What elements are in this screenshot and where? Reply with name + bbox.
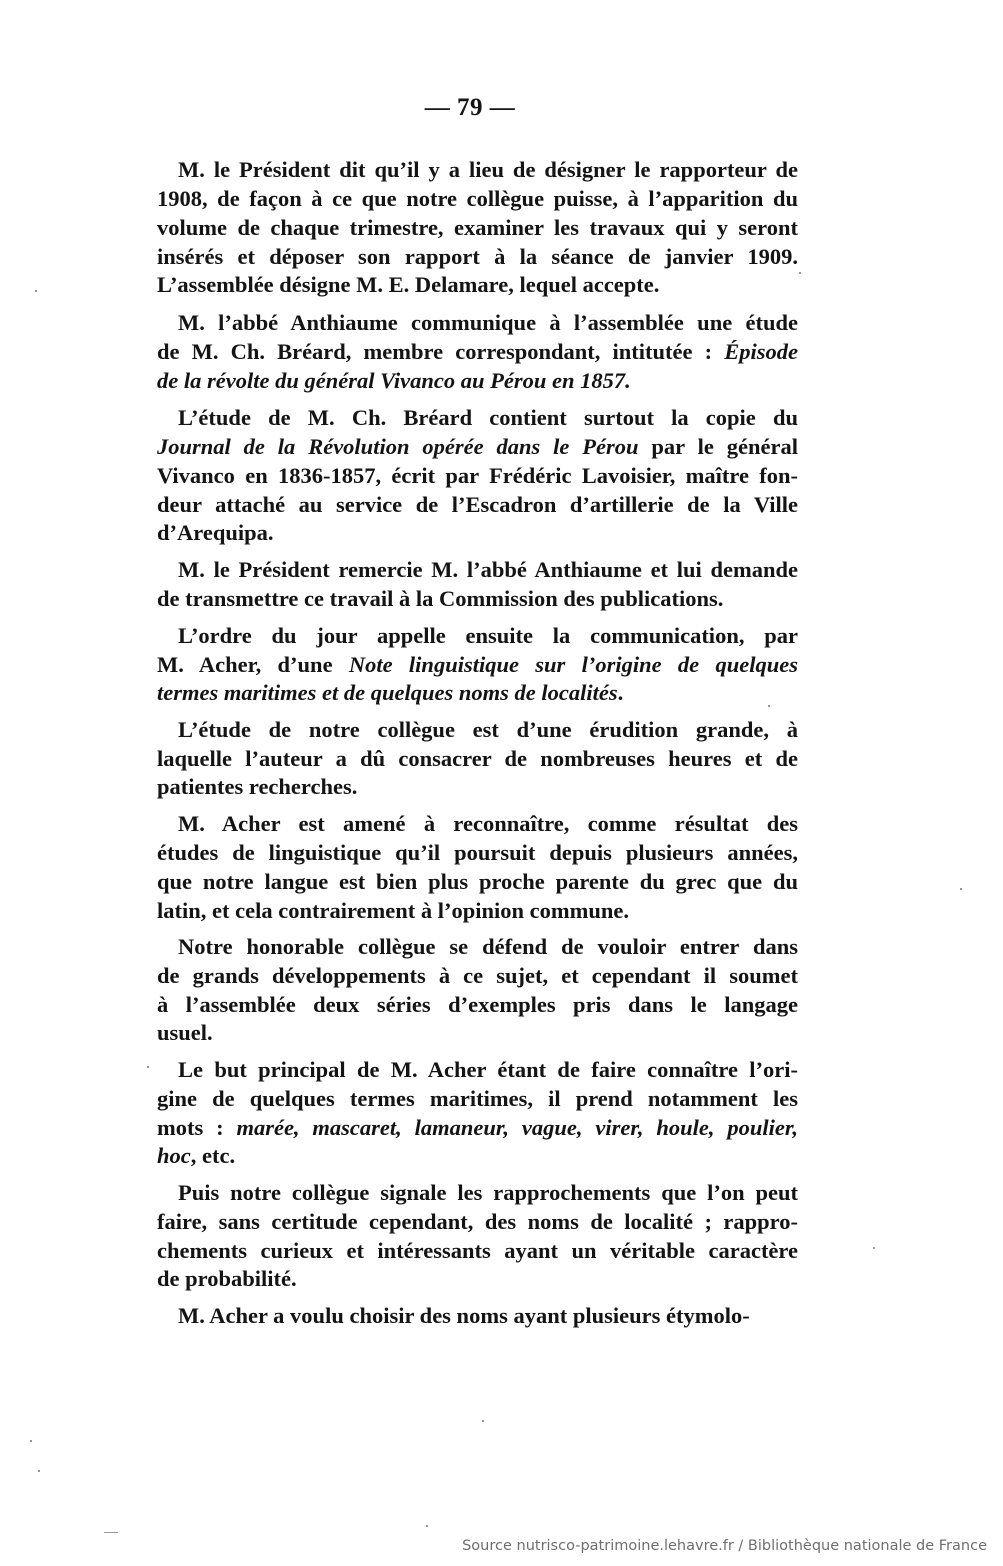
text-span: volume de chaque trimestre, examiner les travaux qui y seront — [157, 215, 798, 240]
text-line — [157, 990, 798, 1019]
text-span: à l’assemblée deux séries d’exemples pris dans le langage — [157, 992, 798, 1017]
text-line — [157, 184, 798, 213]
text-span: L’étude de M. Ch. Bréard contient surtout la copie du — [178, 405, 798, 430]
text-line — [157, 838, 798, 867]
text-span: insérés et déposer son rapport à la séance de janvier 1909. — [157, 244, 798, 269]
text-span: M. le Président dit qu’il y a lieu de désigner le rapporteur de — [178, 157, 798, 182]
text-line — [178, 155, 798, 184]
text-span: Le but principal de M. Acher étant de faire connaître l’ori- — [178, 1057, 798, 1082]
text-span: M. le Président remercie M. l’abbé Anthiaume et lui demande — [178, 557, 798, 582]
text-line — [157, 1084, 798, 1113]
text-line — [157, 461, 798, 490]
text-line — [157, 584, 798, 613]
text-span: faire, sans certitude cependant, des noms de localité ; rappro- — [157, 1209, 798, 1234]
text-span: de M. Ch. Bréard, membre correspondant, intitutée : — [157, 339, 725, 364]
scan-speck — [482, 1420, 484, 1422]
text-span: laquelle l’auteur a dû consacrer de nombreuses heures et de — [157, 746, 798, 771]
text-line — [178, 809, 798, 838]
text-line — [157, 1113, 798, 1142]
text-line — [157, 650, 798, 679]
scan-speck — [873, 1247, 875, 1249]
text-line — [157, 490, 798, 519]
scan-speck — [799, 272, 801, 274]
text-line — [157, 518, 798, 547]
text-line — [157, 337, 798, 366]
text-span: . — [617, 680, 624, 705]
text-line — [157, 270, 798, 299]
text-span: mots : — [157, 1115, 237, 1140]
text-span: d’Arequipa. — [157, 520, 274, 545]
italic-title: hoc — [157, 1143, 191, 1168]
text-span: L’ordre du jour appelle ensuite la communication, par — [178, 623, 798, 648]
scan-artifact-mark — [104, 1532, 118, 1533]
text-line — [157, 772, 798, 801]
text-span: M. l’abbé Anthiaume communique à l’assemblée une étude — [178, 310, 798, 335]
text-line — [178, 555, 798, 584]
text-span: Vivanco en 1836-1857, écrit par Frédéric Lavoisier, maître fon- — [157, 463, 798, 488]
text-line — [157, 1264, 798, 1293]
italic-title: Note linguistique sur l’origine de quelques — [348, 652, 798, 677]
text-span: deur attaché au service de l’Escadron d’artillerie de la Ville — [157, 492, 798, 517]
text-line — [157, 896, 798, 925]
scan-speck — [38, 1470, 40, 1472]
text-line — [157, 1141, 798, 1170]
text-line — [157, 1018, 798, 1047]
text-line — [157, 213, 798, 242]
text-line — [157, 867, 798, 896]
text-span: M. Acher a voulu choisir des noms ayant plusieurs étymolo- — [178, 1303, 750, 1328]
text-span: de grands développements à ce sujet, et cependant il soumet — [157, 963, 798, 988]
text-span: par le général — [638, 434, 798, 459]
text-line — [157, 1236, 798, 1265]
text-line — [157, 1207, 798, 1236]
italic-title: marée, mascaret, lamaneur, vague, virer, houle, poulier, — [236, 1115, 798, 1140]
text-line — [178, 1301, 798, 1330]
italic-title: Épisode — [724, 339, 798, 364]
scan-speck — [426, 1525, 428, 1527]
text-span: Puis notre collègue signale les rapprochements que l’on peut — [178, 1180, 798, 1205]
text-line — [157, 366, 798, 395]
text-line — [157, 678, 798, 707]
text-span: L’assemblée désigne M. E. Delamare, lequel accepte. — [157, 272, 660, 297]
text-span: usuel. — [157, 1020, 213, 1045]
scan-speck — [960, 888, 962, 890]
text-line — [178, 1178, 798, 1207]
text-span: 1908, de façon à ce que notre collègue puisse, à l’apparition du — [157, 186, 798, 211]
text-span: latin, et cela contrairement à l’opinion commune. — [157, 898, 630, 923]
italic-title: termes maritimes et de quelques noms de localités — [157, 680, 618, 705]
text-line — [157, 242, 798, 271]
italic-title: de la révolte du général Vivanco au Pérou en 1857. — [157, 368, 631, 393]
page-number: — 79 — — [424, 94, 516, 121]
text-line — [157, 961, 798, 990]
text-line — [178, 932, 798, 961]
source-credit: Source nutrisco-patrimoine.lehavre.fr / Bibliothèque nationale de France — [462, 1538, 987, 1554]
text-span: M. Acher, d’une — [157, 652, 349, 677]
text-span: M. Acher est amené à reconnaître, comme résultat des — [178, 811, 798, 836]
text-span: de probabilité. — [157, 1266, 297, 1291]
scan-speck — [768, 705, 770, 707]
scan-speck — [35, 290, 37, 292]
text-line — [157, 432, 798, 461]
text-span: , etc. — [190, 1143, 236, 1168]
text-span: de transmettre ce travail à la Commission des publications. — [157, 586, 724, 611]
scan-speck — [147, 1066, 149, 1068]
text-line — [178, 308, 798, 337]
text-line — [178, 621, 798, 650]
scan-speck — [30, 1440, 32, 1442]
italic-title: Journal de la Révolution opérée dans le Pérou — [157, 434, 639, 459]
text-line — [157, 744, 798, 773]
text-span: L’étude de notre collègue est d’une érudition grande, à — [178, 717, 798, 742]
text-line — [178, 1055, 798, 1084]
text-span: patientes recherches. — [157, 774, 358, 799]
text-span: gine de quelques termes maritimes, il prend notamment les — [157, 1086, 798, 1111]
text-span: Notre honorable collègue se défend de vouloir entrer dans — [178, 934, 798, 959]
text-span: que notre langue est bien plus proche parente du grec que du — [157, 869, 798, 894]
text-line — [178, 715, 798, 744]
text-span: chements curieux et intéressants ayant un véritable caractère — [157, 1238, 798, 1263]
text-line — [178, 403, 798, 432]
text-span: études de linguistique qu’il poursuit depuis plusieurs années, — [157, 840, 798, 865]
